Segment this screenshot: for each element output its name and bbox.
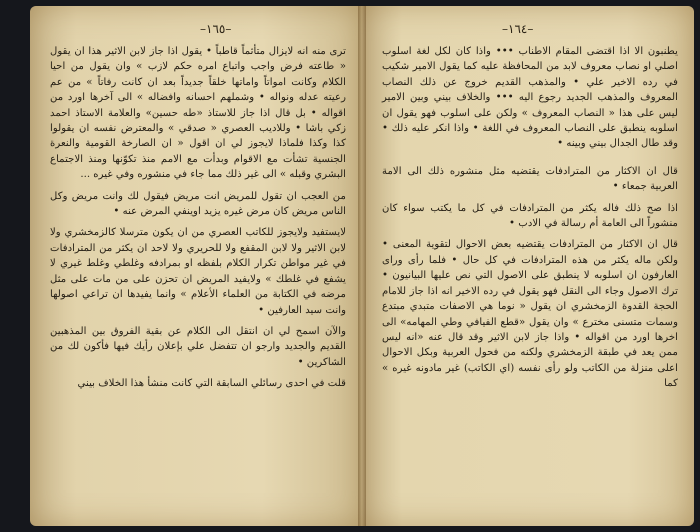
page-number: –١٦٥– bbox=[200, 22, 232, 36]
left-page bbox=[30, 6, 362, 526]
paragraph: قلت في احدى رسائلي السابقة التي كانت منشأ هذا الخلاف بيني bbox=[77, 378, 346, 390]
page-number: –١٦٤– bbox=[502, 22, 534, 36]
paragraph: والآن اسمح لي ان انتقل الى الكلام عن بقية الفروق بين المذهبين القديم والجديد وارجو ان تتفضل علي بإعلان رأيك فيها فأكون لك من الشاكرين • bbox=[50, 325, 346, 368]
paragraph: قال ان الاكثار من المترادفات يقتضيه بعض الاحوال لتقوية المعنى • ولكن ماله يكثر من هذه المترادفات في كل حال • فلما رأى وراى العارفون ان اسلوبه لا ينطبق على الاصول التي نص عليها البيانيون • ترك الاصول وجاء الى النقل فهو يقول في رده الاخير انه اذا جاز للامام الحجة القدوة الزمخشري ان يقول « نوما هي الاصفات متبدي مبتدع وسمات متسنى مخترع » وان يقول «قطع الفيافي وطي المهامه» الى اخرها اورد من اقواله • واذا جاز لابن الاثير وقد قال عنه «انه ليس ممن يعد في طبقة الزمخشري ولكنه من فحول العربية وبكل الاحوال اعلى منزلة من الكاتب ولو رأى نفسه (اي الكاتب) غير مادونه غيره » كما bbox=[382, 239, 678, 390]
page-text bbox=[382, 44, 678, 518]
paragraph: قال ان الاكثار من المترادفات يقتضيه مثل منشوره ذلك الى الامة العربية جمعاء • bbox=[382, 165, 678, 193]
paragraph: اذا صح ذلك فاله يكثر من المترادفات في كل ما يكتب سواء كان منشوراً الى العامة أم رسالة في الادب • bbox=[382, 202, 678, 230]
right-page bbox=[362, 6, 694, 526]
page-text bbox=[50, 44, 346, 518]
open-book bbox=[30, 6, 694, 526]
paragraph: يطنبون الا اذا اقتضى المقام الاطناب ••• واذا كان لكل لغة اسلوب اصلي او نصاب معروف لابد من المحافظة عليه كما يقول الامير شكيب في رده الاخير علي • والمذهب القديم خروج عن ذلك النصاب المعروف والمذهب الجديد رجوع اليه ••• والخلاف بيني وبين الامير ليس على هذا « النصاب المعروف » ولكن على اسلوب فهو يقول ان اسلوبه ينطبق على النصاب المعروف في اللغة • واذا انكر عليه ذلك • وقد طال الجدال بيني وبينه • bbox=[382, 46, 678, 150]
paragraph: من العجب ان تقول للمريض انت مريض فيقول لك وانت مريض وكل الناس مريض كان مرض غيره يزيد اوينفي المرض عنه • bbox=[50, 190, 346, 218]
paragraph: ترى منه انه لايزال متأثماً قاطباً • يقول اذا جاز لابن الاثير هذا ان يقول « طاعته فرض واجب واتباع امره حكم لازب » وان يقول من احيا الكلام وكانت امواتاً واماتها خلقاً جديداً بعد ان كانت رفاتاً » من عم رعيته عدله ونواله • وشملهم احسانه وافضاله » الى آخرها اورد من اقواله • بل قال اذا جاز للاستاذ «طه حسين» والعلامة الاستاذ احمد زكي باشا • وللاديب العصري « صدقي » والمعترض نفسه ان يقولوا كذا وكذا فلماذا لايجوز لي ان اقول « ان الصارخة القومية والنعرة الجنسية تشأت مع الاقوام وبدأت مع الامم منذ تكوّنها ومنذ الاجتماع البشري وقبله » الى غير ذلك مما جاء في منشوره وفي غيره ... bbox=[50, 46, 346, 181]
book-spine bbox=[358, 6, 366, 526]
paragraph: لايستفيد ولايجوز للكاتب العصري من ان يكون مترسلا كالزمخشري ولا لابن الاثير ولا لابن المقفع ولا للحريري ولا لاحد ان يكثر من المترادفات في غير مواطن تكرار الكلام بلفظه او بمرادفه وغلطي وغلط غيري لا يشفع في غلطك » ولايفيد المريض ان تحزن على من مات على مثل مرضه في الكتابة من العلماء الأعلام » وانما يفيدها ان تراعي اصولها وانت سيد العارفين • bbox=[50, 227, 346, 316]
